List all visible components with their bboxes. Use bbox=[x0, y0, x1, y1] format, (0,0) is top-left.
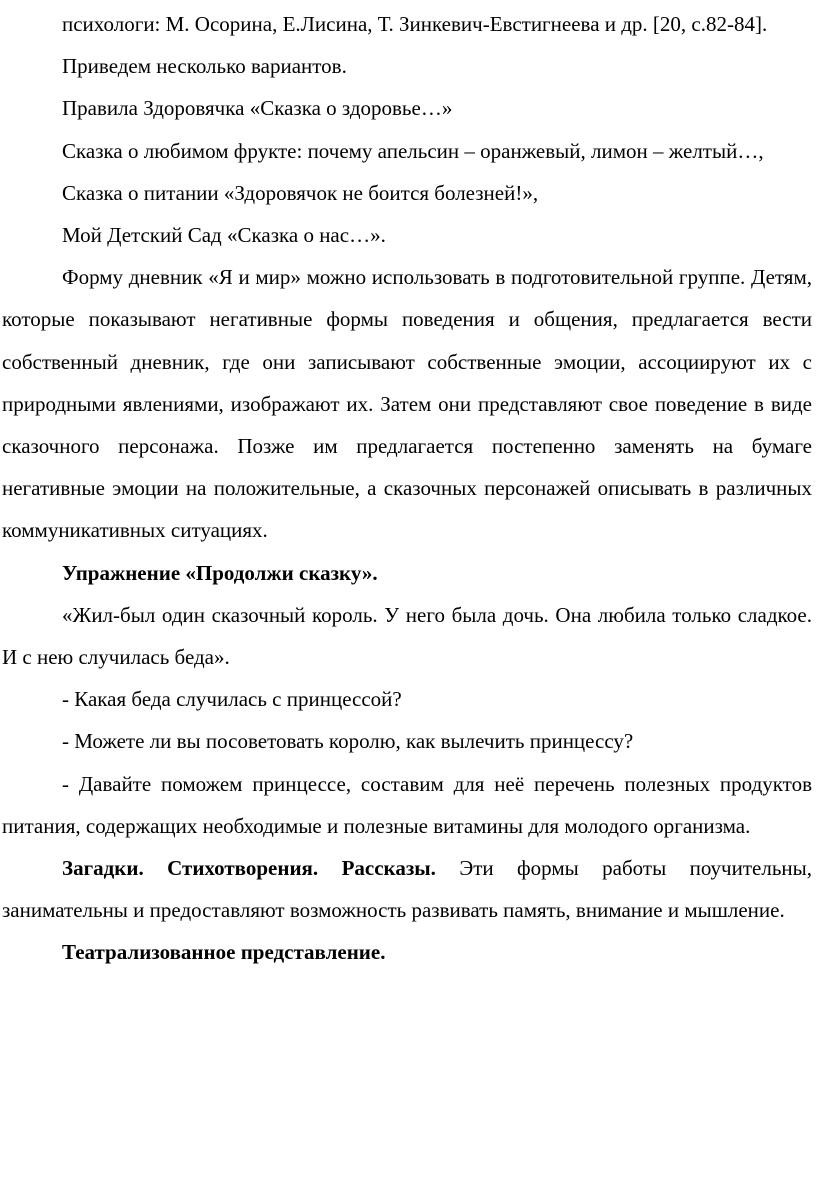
paragraph-text: Эти формы работы поучительны, занимательны и предоставляют возможность развивать память, внимание и мышление. bbox=[2, 856, 812, 923]
paragraph-text: Правила Здоровячка «Сказка о здоровье…» bbox=[62, 96, 453, 121]
paragraph-text: - Какая беда случилась с принцессой? bbox=[62, 687, 402, 712]
paragraph-riddles bbox=[2, 847, 812, 931]
question-item bbox=[2, 678, 812, 720]
list-item-tale-nutrition bbox=[2, 172, 812, 214]
paragraph-tale-quote bbox=[2, 594, 812, 678]
paragraph-intro bbox=[2, 45, 812, 87]
question-item bbox=[2, 763, 812, 847]
paragraph-text: Форму дневник «Я и мир» можно использовать в подготовительной группе. Детям, которые показывают негативные формы поведения и общения, предлагается вести собственный дневник, где они записывают собственные эмоции, ассоциируют их с природными явлениями, изображают их. Затем они представляют свое поведение в виде сказочного персонажа. Позже им предлагается постепенно заменять на бумаге негативные эмоции на положительные, а сказочных персонажей описывать в различных коммуникативных ситуациях. bbox=[2, 265, 812, 543]
paragraph-text: - Можете ли вы посоветовать королю, как вылечить принцессу? bbox=[62, 729, 634, 754]
paragraph-text: Мой Детский Сад «Сказка о нас…». bbox=[62, 223, 386, 248]
list-item-tale-kindergarten bbox=[2, 214, 812, 256]
section-heading-theater bbox=[2, 931, 812, 973]
paragraph-text: психологи: М. Осорина, Е.Лисина, Т. Зинкевич-Евстигнеева и др. [20, с.82-84]. bbox=[62, 12, 768, 36]
paragraph-continuation bbox=[2, 3, 812, 45]
question-item bbox=[2, 720, 812, 762]
paragraph-text: - Давайте поможем принцессе, составим для неё перечень полезных продуктов питания, содержащих необходимые и полезные витамины для молодого организма. bbox=[2, 771, 812, 838]
paragraph-diary bbox=[2, 256, 812, 551]
paragraph-text: «Жил-был один сказочный король. У него была дочь. Она любила только сладкое. И с нею случилась беда». bbox=[2, 602, 812, 670]
section-heading-exercise bbox=[2, 552, 812, 594]
list-item-tale-fruit bbox=[2, 130, 812, 172]
heading-text: Театрализованное представление. bbox=[62, 940, 386, 965]
inline-heading-text: Загадки. Стихотворения. Рассказы. bbox=[62, 856, 436, 881]
paragraph-text: Сказка о любимом фрукте: почему апельсин – оранжевый, лимон – желтый…, bbox=[62, 138, 764, 163]
paragraph-text: Сказка о питании «Здоровячок не боится болезней!», bbox=[62, 180, 539, 205]
list-item-tale-health bbox=[2, 87, 812, 129]
paragraph-text: Приведем несколько вариантов. bbox=[62, 54, 347, 79]
heading-text: Упражнение «Продолжи сказку». bbox=[62, 560, 378, 585]
